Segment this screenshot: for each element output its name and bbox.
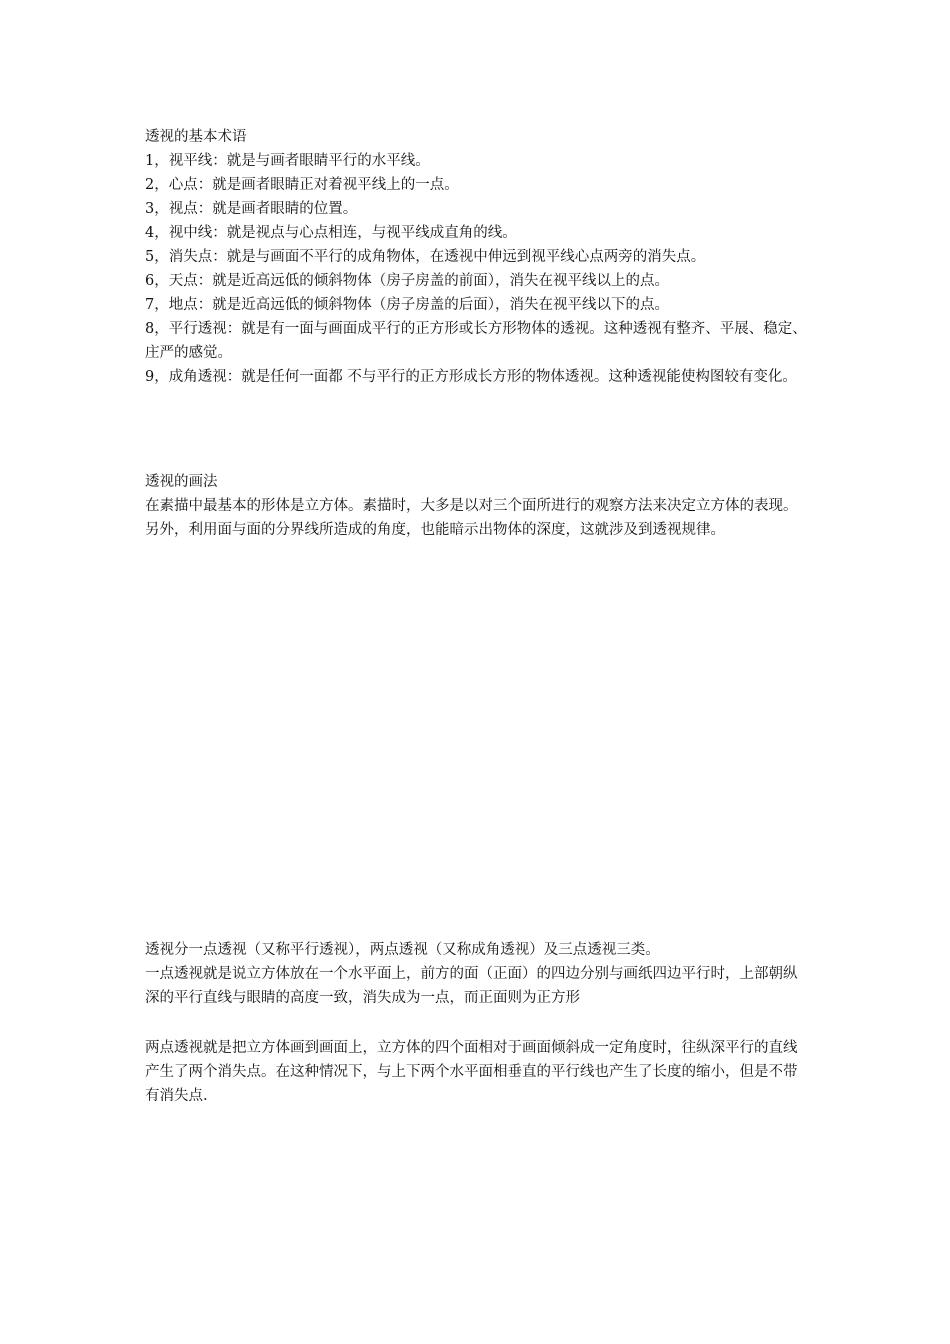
term-item-sky-point: 6，天点：就是近高远低的倾斜物体（房子房盖的前面），消失在视平线以上的点。 — [145, 273, 669, 289]
two-point-paragraph: 两点透视就是把立方体画到画面上，立方体的四个面相对于画面倾斜成一定角度时，往纵深平行的直线产生了两个消失点。在这种情况下，与上下两个水平面相垂直的平行线也产生了长度的缩小，但是不带有消失点. — [145, 1040, 798, 1104]
term-item-vanishing-point: 5，消失点：就是与画面不平行的成角物体，在透视中伸远到视平线心点两旁的消失点。 — [145, 249, 706, 265]
one-point-paragraph: 一点透视就是说立方体放在一个水平面上，前方的面（正面）的四边分别与画纸四边平行时，上部朝纵深的平行直线与眼睛的高度一致，消失成为一点，而正面则为正方形 — [145, 966, 798, 1006]
terms-section — [145, 125, 810, 389]
term-item-angular-perspective: 9，成角透视：就是任何一面都 不与平行的正方形成长方形的物体透视。这种透视能使构图较有变化。 — [145, 369, 797, 385]
types-section — [145, 938, 810, 1010]
terms-title: 透视的基本术语 — [145, 129, 247, 145]
types-intro: 透视分一点透视（又称平行透视），两点透视（又称成角透视）及三点透视三类。 — [145, 942, 660, 958]
term-item-ground-point: 7，地点：就是近高远低的倾斜物体（房子房盖的后面），消失在视平线以下的点。 — [145, 297, 669, 313]
term-item-horizon-line: 1，视平线：就是与画者眼睛平行的水平线。 — [145, 153, 430, 169]
method-section — [145, 470, 810, 542]
method-paragraph: 在素描中最基本的形体是立方体。素描时，大多是以对三个面所进行的观察方法来决定立方体的表现。另外，利用面与面的分界线所造成的角度，也能暗示出物体的深度，这就涉及到透视规律。 — [145, 498, 798, 538]
term-item-center-line: 4，视中线：就是视点与心点相连，与视平线成直角的线。 — [145, 225, 517, 241]
term-item-parallel-perspective: 8，平行透视：就是有一面与画面成平行的正方形或长方形物体的透视。这种透视有整齐、平展、稳定、庄严的感觉。 — [145, 321, 807, 361]
method-title: 透视的画法 — [145, 474, 218, 490]
term-item-view-point: 3，视点：就是画者眼睛的位置。 — [145, 201, 358, 217]
two-point-section — [145, 1036, 810, 1108]
term-item-center-point: 2，心点：就是画者眼睛正对着视平线上的一点。 — [145, 177, 459, 193]
